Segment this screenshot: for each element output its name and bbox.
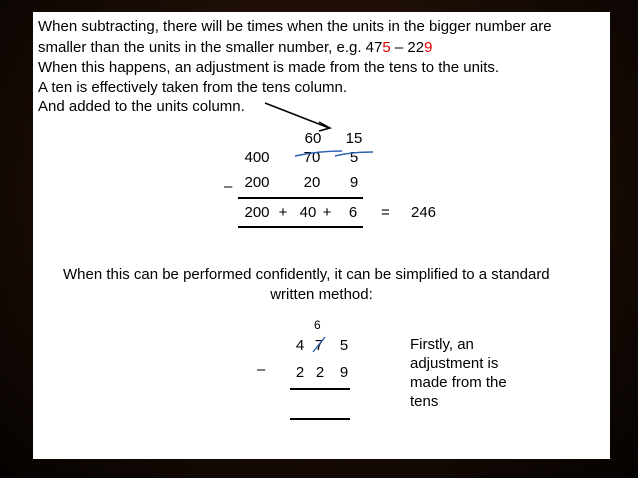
std-bottom-units: 9	[339, 364, 349, 381]
mid-text-line-2: written method:	[270, 286, 373, 303]
std-bottom-tens: 2	[315, 364, 325, 381]
result-plus-2: +	[322, 204, 332, 221]
note-line-3: made from the	[410, 374, 507, 391]
result-units: 6	[348, 204, 358, 221]
intro-line-4: A ten is effectively taken from the tens column.	[38, 79, 348, 96]
top-hundreds: 400	[244, 149, 270, 166]
bottom-units: 9	[349, 174, 359, 191]
carry-units: 15	[345, 130, 363, 147]
std-top-units: 5	[339, 337, 349, 354]
bottom-hundreds: 200	[244, 174, 270, 191]
strike-units	[335, 152, 373, 156]
annotation-overlay	[33, 12, 610, 459]
carry-tens: 60	[304, 130, 322, 147]
bottom-tens: 20	[303, 174, 321, 191]
answer: 246	[411, 204, 437, 221]
top-units: 5	[349, 149, 359, 166]
result-tens: 40	[299, 204, 317, 221]
minus-sign: –	[224, 178, 233, 195]
equals-sign: =	[381, 204, 390, 221]
slide	[33, 12, 610, 459]
strike-std-tens	[313, 337, 325, 352]
top-tens: 70	[303, 149, 321, 166]
intro-line-3: When this happens, an adjustment is made from the tens to the units.	[38, 59, 500, 76]
carry-digit: 6	[314, 318, 321, 332]
intro-line-5: And added to the units column.	[38, 98, 245, 115]
std-top-hundreds: 4	[295, 337, 305, 354]
intro-line-2-text: smaller than the units in the smaller number, e.g. 47	[38, 39, 383, 56]
result-hundreds: 200	[244, 204, 270, 221]
intro-line-1: When subtracting, there will be times when the units in the bigger number are	[38, 18, 552, 35]
result-plus-1: +	[278, 204, 288, 221]
std-minus-sign: –	[257, 361, 266, 378]
example-units-digit-2: 9	[424, 39, 433, 56]
note-line-1: Firstly, an	[410, 336, 474, 353]
example-units-digit: 5	[382, 39, 391, 56]
mid-text-line-1: When this can be performed confidently, it can be simplified to a standard	[63, 266, 550, 283]
std-bottom-hundreds: 2	[295, 364, 305, 381]
std-top-tens: 7	[314, 337, 324, 354]
arrow-line	[265, 103, 329, 128]
note-line-4: tens	[410, 393, 439, 410]
intro-line-2-mid: – 22	[390, 39, 425, 56]
note-line-2: adjustment is	[410, 355, 499, 372]
